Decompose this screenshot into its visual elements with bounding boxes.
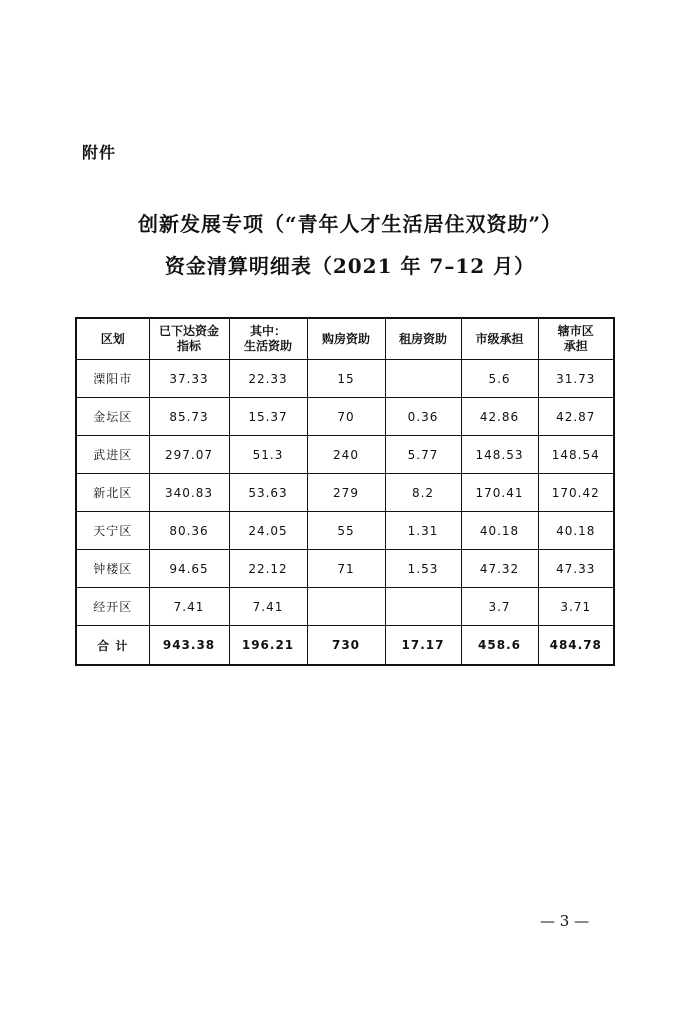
total-cell: 458.6	[461, 626, 538, 666]
total-label: 合 计	[76, 626, 149, 666]
table-cell	[385, 588, 461, 626]
total-cell: 17.17	[385, 626, 461, 666]
table-cell: 7.41	[149, 588, 229, 626]
document-title-line-2: 资金清算明细表（2021 年 7–12 月）	[164, 254, 536, 278]
table-cell: 15	[307, 360, 385, 398]
total-cell: 196.21	[229, 626, 307, 666]
header-district-share: 辖市区 承担	[538, 318, 614, 360]
header-rent-subsidy: 租房资助	[385, 318, 461, 360]
table-cell: 24.05	[229, 512, 307, 550]
table-cell: 22.33	[229, 360, 307, 398]
table-cell: 5.6	[461, 360, 538, 398]
table-cell: 1.31	[385, 512, 461, 550]
header-city-share: 市级承担	[461, 318, 538, 360]
settlement-detail-table	[75, 317, 615, 666]
header-living-subsidy: 其中： 生活资助	[229, 318, 307, 360]
table-cell: 51.3	[229, 436, 307, 474]
table-cell: 3.71	[538, 588, 614, 626]
table-cell: 240	[307, 436, 385, 474]
page-number: — 3 —	[540, 912, 590, 930]
table-cell: 22.12	[229, 550, 307, 588]
table-cell: 148.54	[538, 436, 614, 474]
table-cell: 40.18	[538, 512, 614, 550]
table-cell: 经开区	[76, 588, 149, 626]
table-cell: 武进区	[76, 436, 149, 474]
table-cell: 8.2	[385, 474, 461, 512]
table-cell: 31.73	[538, 360, 614, 398]
table-cell	[385, 360, 461, 398]
table-cell	[307, 588, 385, 626]
table-cell: 94.65	[149, 550, 229, 588]
table-cell: 47.33	[538, 550, 614, 588]
document-title-line-1: 创新发展专项（“青年人才生活居住双资助”）	[137, 212, 562, 236]
table-cell: 148.53	[461, 436, 538, 474]
table-cell: 47.32	[461, 550, 538, 588]
total-cell: 730	[307, 626, 385, 666]
table-cell: 0.36	[385, 398, 461, 436]
table-cell: 3.7	[461, 588, 538, 626]
table-cell: 40.18	[461, 512, 538, 550]
table-cell: 5.77	[385, 436, 461, 474]
total-cell: 484.78	[538, 626, 614, 666]
table-cell: 55	[307, 512, 385, 550]
table-cell: 42.87	[538, 398, 614, 436]
table-cell: 80.36	[149, 512, 229, 550]
table-cell: 340.83	[149, 474, 229, 512]
header-allocated-funds: 已下达资金 指标	[149, 318, 229, 360]
table-row	[76, 398, 614, 436]
header-district: 区划	[76, 318, 149, 360]
table-total-row	[76, 626, 614, 666]
table-cell: 金坛区	[76, 398, 149, 436]
table-cell: 70	[307, 398, 385, 436]
table-cell: 85.73	[149, 398, 229, 436]
table-cell: 溧阳市	[76, 360, 149, 398]
table-cell: 279	[307, 474, 385, 512]
table-cell: 天宁区	[76, 512, 149, 550]
table-row	[76, 360, 614, 398]
table-row	[76, 474, 614, 512]
table-header-row	[76, 318, 614, 360]
table-cell: 新北区	[76, 474, 149, 512]
table-row	[76, 550, 614, 588]
table-cell: 170.42	[538, 474, 614, 512]
table-cell: 297.07	[149, 436, 229, 474]
total-cell: 943.38	[149, 626, 229, 666]
table-cell: 7.41	[229, 588, 307, 626]
table-cell: 37.33	[149, 360, 229, 398]
header-purchase-subsidy: 购房资助	[307, 318, 385, 360]
table-cell: 钟楼区	[76, 550, 149, 588]
table-cell: 15.37	[229, 398, 307, 436]
table-cell: 53.63	[229, 474, 307, 512]
table-row	[76, 512, 614, 550]
attachment-label: 附件	[82, 143, 117, 162]
table-row	[76, 436, 614, 474]
table-row	[76, 588, 614, 626]
table-cell: 71	[307, 550, 385, 588]
table-cell: 42.86	[461, 398, 538, 436]
table-cell: 1.53	[385, 550, 461, 588]
table-cell: 170.41	[461, 474, 538, 512]
